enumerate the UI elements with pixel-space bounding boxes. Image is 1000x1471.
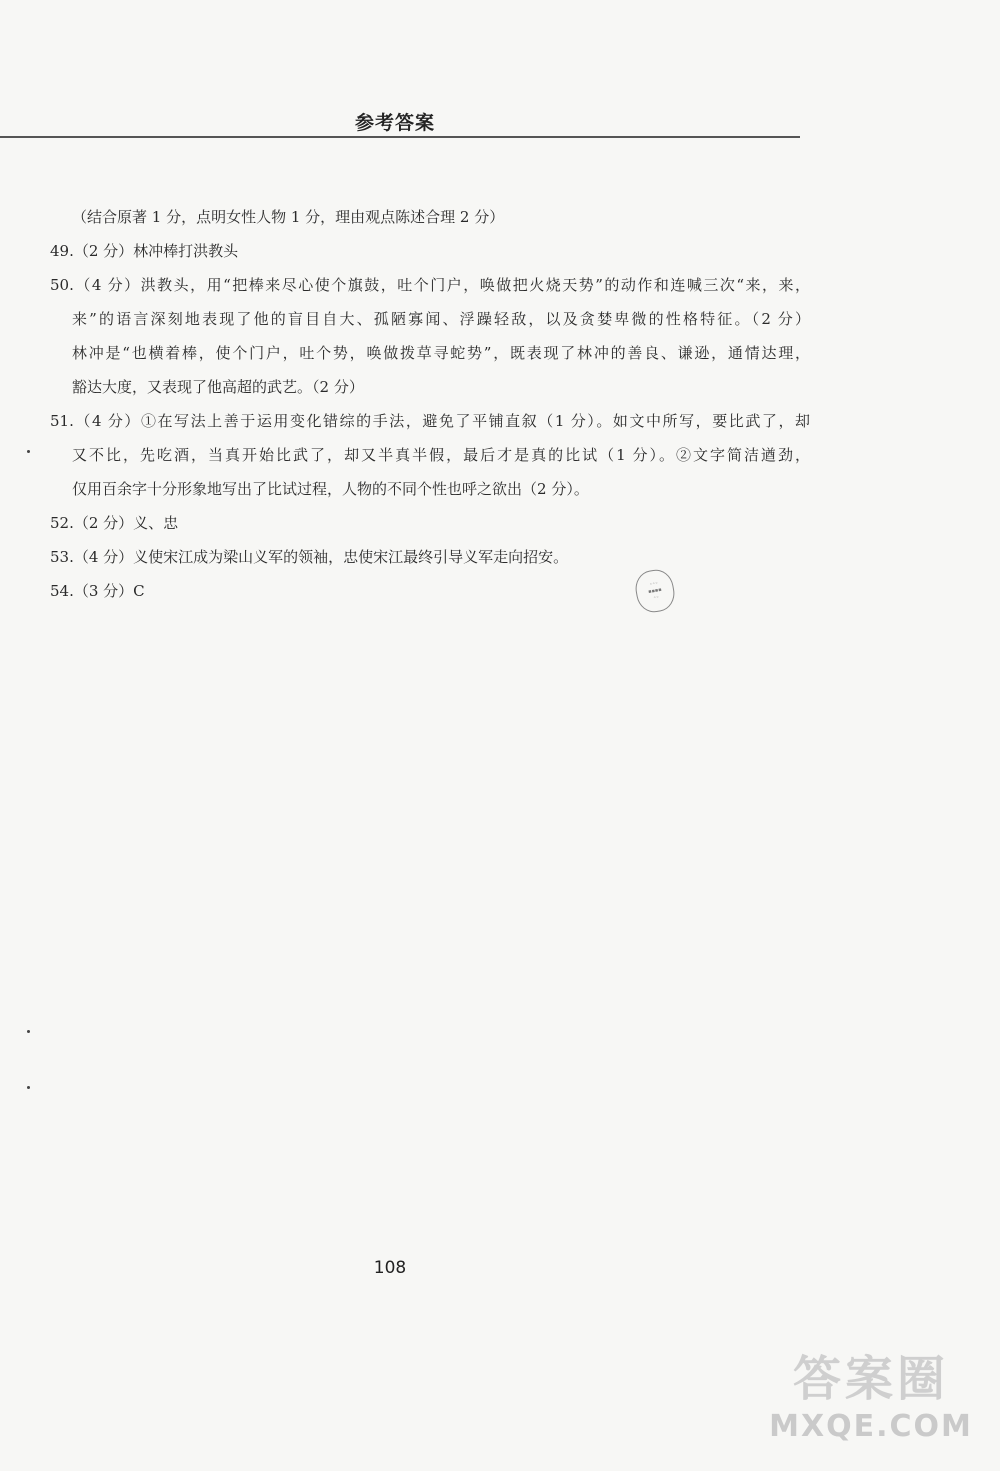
answer-note-48: （结合原著 1 分，点明女性人物 1 分，理由观点陈述合理 2 分） xyxy=(72,208,505,226)
margin-dot xyxy=(27,1030,30,1033)
watermark-top-text: 答案圈 xyxy=(792,1351,949,1407)
answer-52: 52.（2 分）义、忠 xyxy=(50,514,179,532)
answer-51-line-3: 仅用百余字十分形象地写出了比试过程，人物的不同个性也呼之欲出（2 分）。 xyxy=(72,480,589,498)
page-number: 108 xyxy=(373,1258,407,1278)
answer-51-line-1: 51.（4 分）①在写法上善于运用变化错综的手法，避免了平铺直叙（1 分）。如文中所写，要比武了，却 xyxy=(50,412,810,430)
answer-50-line-1: 50.（4 分）洪教头，用“把棒来尽心使个旗鼓，吐个门户，唤做把火烧天势”的动作和连喊三次“来，来， xyxy=(50,276,810,294)
answer-content xyxy=(50,200,810,608)
margin-dot xyxy=(27,1086,30,1089)
watermark-logo xyxy=(756,1351,986,1461)
watermark-bottom-text: MXQE.COM xyxy=(769,1409,973,1444)
answer-54: 54.（3 分）C xyxy=(50,582,145,600)
seal-stamp-icon: ◦◦◦ ▪▪▪▪ ◦◦ xyxy=(633,567,678,615)
answer-53: 53.（4 分）义使宋江成为梁山义军的领袖，忠使宋江最终引导义军走向招安。 xyxy=(50,548,569,566)
page-header-title: 参考答案 xyxy=(354,112,435,134)
margin-dot xyxy=(27,450,30,453)
answer-50-line-2: 来”的语言深刻地表现了他的盲目自大、孤陋寡闻、浮躁轻敌，以及贪婪卑微的性格特征。（2 分） xyxy=(72,310,810,328)
answer-49: 49.（2 分）林冲棒打洪教头 xyxy=(50,242,239,260)
answer-51-line-2: 又不比，先吃酒，当真开始比武了，却又半真半假，最后才是真的比试（1 分）。②文字简洁遒劲， xyxy=(72,446,810,464)
header-rule xyxy=(0,136,800,138)
answer-50-line-4: 豁达大度，又表现了他高超的武艺。（2 分） xyxy=(72,378,364,396)
answer-50-line-3: 林冲是“也横着棒，使个门户，吐个势，唤做拨草寻蛇势”，既表现了林冲的善良、谦逊，通情达理， xyxy=(72,344,810,362)
